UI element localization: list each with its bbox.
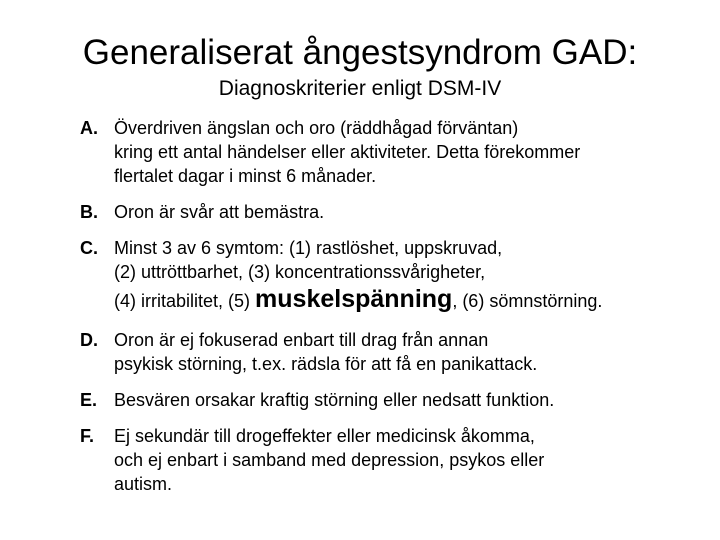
criterion-c: [80, 236, 680, 316]
slide-title: Generaliserat ångestsyndrom GAD:: [82, 33, 638, 72]
symptom-text-before: (4) irritabilitet, (5): [114, 291, 251, 311]
criterion-b: [80, 200, 680, 224]
criterion-text-line: Minst 3 av 6 symtom: (1) rastlöshet, uppskruvad,: [114, 238, 503, 258]
criterion-text-line: Överdriven ängslan och oro (räddhågad förväntan): [114, 118, 519, 138]
criterion-letter: A.: [80, 118, 98, 138]
symptom-text-after: , (6) sömnstörning.: [452, 291, 603, 311]
criterion-letter: E.: [80, 390, 98, 410]
slide-subtitle: Diagnoskriterier enligt DSM-IV: [218, 77, 502, 100]
criterion-text-line: [114, 284, 680, 316]
criterion-letter: B.: [80, 202, 98, 222]
criterion-text-line: kring ett antal händelser eller aktiviteter. Detta förekommer: [114, 142, 581, 162]
criterion-text-line: flertalet dagar i minst 6 månader.: [114, 166, 377, 186]
criterion-a: [80, 116, 680, 188]
criterion-text-line: autism.: [114, 474, 173, 494]
criterion-f: [80, 424, 680, 496]
criterion-text-line: Besvären orsakar kraftig störning eller nedsatt funktion.: [114, 390, 555, 410]
criterion-text-line: psykisk störning, t.ex. rädsla för att få en panikattack.: [114, 354, 538, 374]
criterion-letter: D.: [80, 330, 98, 350]
criterion-letter: C.: [80, 238, 98, 258]
criterion-letter: F.: [80, 426, 95, 446]
criterion-e: [80, 388, 680, 412]
criterion-text-line: Oron är svår att bemästra.: [114, 202, 325, 222]
criterion-text-line: Ej sekundär till drogeffekter eller medicinsk åkomma,: [114, 426, 535, 446]
criterion-text-line: (2) uttröttbarhet, (3) koncentrationssvårigheter,: [114, 262, 486, 282]
criteria-list: [80, 116, 680, 508]
criterion-d: [80, 328, 680, 376]
emphasized-symptom: muskelspänning: [255, 285, 453, 313]
criterion-text-line: och ej enbart i samband med depression, psykos eller: [114, 450, 545, 470]
criterion-text-line: Oron är ej fokuserad enbart till drag från annan: [114, 330, 489, 350]
